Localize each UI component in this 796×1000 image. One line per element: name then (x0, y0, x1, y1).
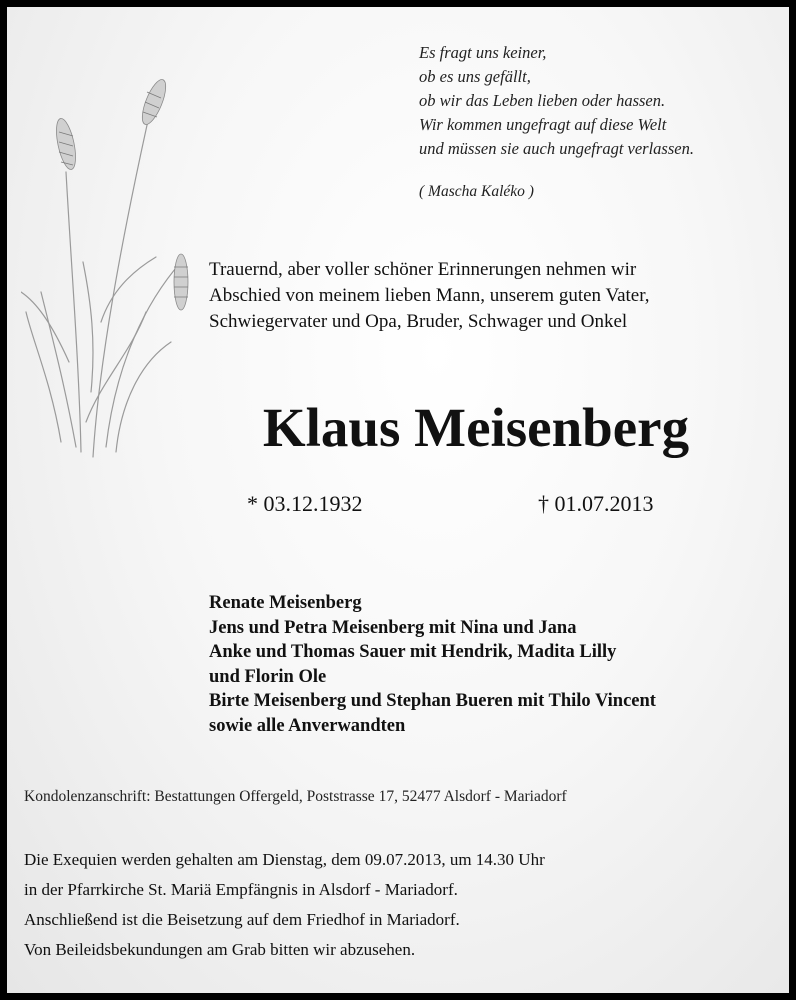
intro-text (209, 257, 779, 335)
poem-author: ( Mascha Kaléko ) (419, 183, 534, 200)
family-line: Birte Meisenberg und Stephan Bueren mit Thilo Vincent (209, 691, 656, 711)
obituary-notice (7, 7, 789, 993)
family-line: sowie alle Anverwandten (209, 715, 406, 736)
poem-line: ob es uns gefällt, (419, 67, 531, 86)
family-line: und Florin Ole (209, 666, 327, 687)
family-line: Jens und Petra Meisenberg mit Nina und Jana (209, 617, 577, 638)
service-info-line: Die Exequien werden gehalten am Dienstag, dem 09.07.2013, um 14.30 Uhr (24, 850, 545, 869)
deceased-name: Klaus Meisenberg (262, 397, 690, 458)
poem-line: Wir kommen ungefragt auf diese Welt (419, 115, 667, 134)
poem-line: ob wir das Leben lieben oder hassen. (419, 91, 666, 110)
poem-line: Es fragt uns keiner, (419, 43, 547, 62)
birth-date: * 03.12.1932 (247, 491, 363, 516)
service-info-line: in der Pfarrkirche St. Mariä Empfängnis in Alsdorf - Mariadorf. (24, 880, 458, 899)
service-info-line: Anschließend ist die Beisetzung auf dem Friedhof in Mariadorf. (24, 910, 460, 929)
condolence-address: Kondolenzanschrift: Bestattungen Offergeld, Poststrasse 17, 52477 Alsdorf - Mariadorf (24, 788, 567, 805)
family-line: Renate Meisenberg (209, 593, 362, 613)
intro-line: Schwiegervater und Opa, Bruder, Schwager und Onkel (209, 311, 628, 332)
poem-line: und müssen sie auch ungefragt verlassen. (419, 139, 694, 158)
poem-quote (419, 41, 779, 204)
service-info (24, 845, 784, 965)
intro-line: Trauernd, aber voller schöner Erinnerungen nehmen wir (209, 259, 637, 280)
service-info-line: Von Beileidsbekundungen am Grab bitten wir abzusehen. (24, 940, 416, 959)
family-list (209, 591, 779, 738)
family-line: Anke und Thomas Sauer mit Hendrik, Madita Lilly (209, 642, 617, 662)
intro-line: Abschied von meinem lieben Mann, unserem guten Vater, (209, 285, 650, 306)
death-date: † 01.07.2013 (538, 491, 654, 516)
